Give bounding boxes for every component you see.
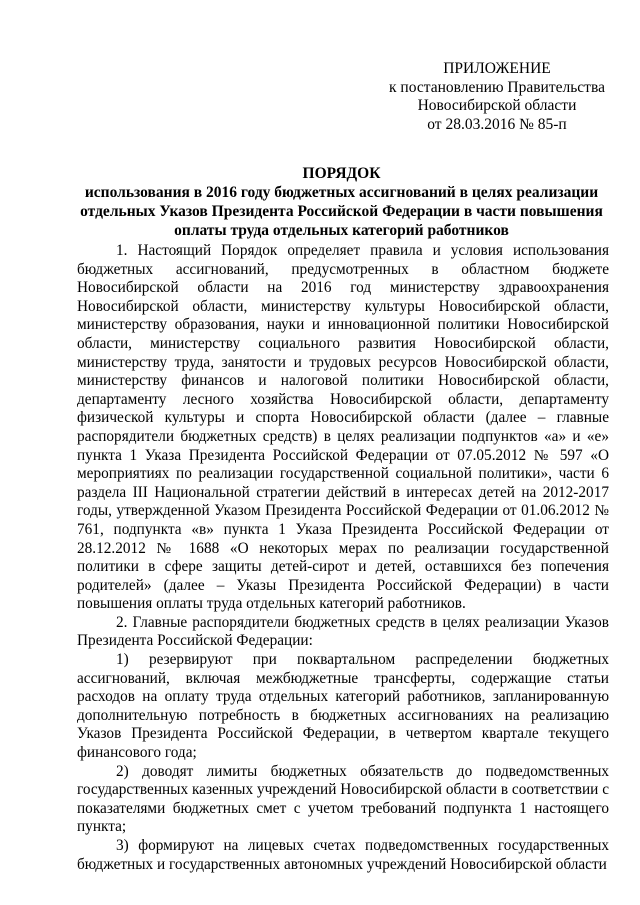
- title-heading: ПОРЯДОК: [302, 165, 381, 182]
- document-title: [70, 164, 613, 240]
- document-body: [77, 242, 609, 874]
- appendix-heading: ПРИЛОЖЕНИЕ: [443, 60, 551, 77]
- appendix-block: [372, 60, 622, 134]
- paragraph-1: 1. Настоящий Порядок определяет правила и условия использования бюджетных ассигнований, предусмотренных в областном бюджете Новосибирской области на 2016 год министерству здравоохранения Новосибирской области, министерству культуры Новосибирской области, министерству образования, науки и инновационной политики Новосибирской области, министерству социального развития Новосибирской области, министерству труда, занятости и трудовых ресурсов Новосибирской области, министерству финансов и налоговой политики Новосибирской области, департаменту лесного хозяйства Новосибирской области, департаменту физической культуры и спорта Новосибирской области (далее – главные распорядители бюджетных средств) в целях реализации подпунктов «а» и «е» пункта 1 Указа Президента Российской Федерации от 07.05.2012 № 597 «О мероприятиях по реализации государственной социальной политики», части 6 раздела III Национальной стратегии действий в интересах детей на 2012-2017 годы, утвержденной Указом Президента Российской Федерации от 01.06.2012 № 761, подпункта «в» пункта 1 Указа Президента Российской Федерации от 28.12.2012 № 1688 «О некоторых мерах по реализации государственной политики в сфере защиты детей-сирот и детей, оставшихся без попечения родителей» (далее – Указы Президента Российской Федерации) в части повышения оплаты труда отдельных категорий работников.: [77, 242, 609, 613]
- title-line-1: использования в 2016 году бюджетных ассигнований в целях реализации: [84, 184, 599, 201]
- title-line-3: оплаты труда отдельных категорий работников: [174, 222, 509, 239]
- paragraph-2-subitem-2: 2) доводят лимиты бюджетных обязательств до подведомственных государственных казенных учреждений Новосибирской области в соответствии с показателями бюджетных смет с учетом требований подпункта 1 настоящего пункта;: [77, 762, 609, 836]
- paragraph-2-subitem-3: 3) формируют на лицевых счетах подведомственных государственных бюджетных и государственных автономных учреждений Новосибирской области: [77, 837, 609, 873]
- paragraph-2: 2. Главные распорядители бюджетных средств в целях реализации Указов Президента Российской Федерации:: [77, 613, 609, 650]
- paragraph-2-subitem-1: 1) резервируют при поквартальном распределении бюджетных ассигнований, включая межбюджетные трансферты, содержащие статьи расходов на оплату труда отдельных категорий работников, запланированную дополнительную потребность в бюджетных ассигнованиях на реализацию Указов Президента Российской Федерации, в четвертом квартале текущего финансового года;: [77, 651, 609, 762]
- appendix-line-2: Новосибирской области: [417, 97, 577, 114]
- title-line-2: отдельных Указов Президента Российской Федерации в части повышения: [80, 203, 603, 220]
- appendix-line-1: к постановлению Правительства: [389, 78, 605, 96]
- appendix-line-3: от 28.03.2016 № 85-п: [427, 115, 567, 133]
